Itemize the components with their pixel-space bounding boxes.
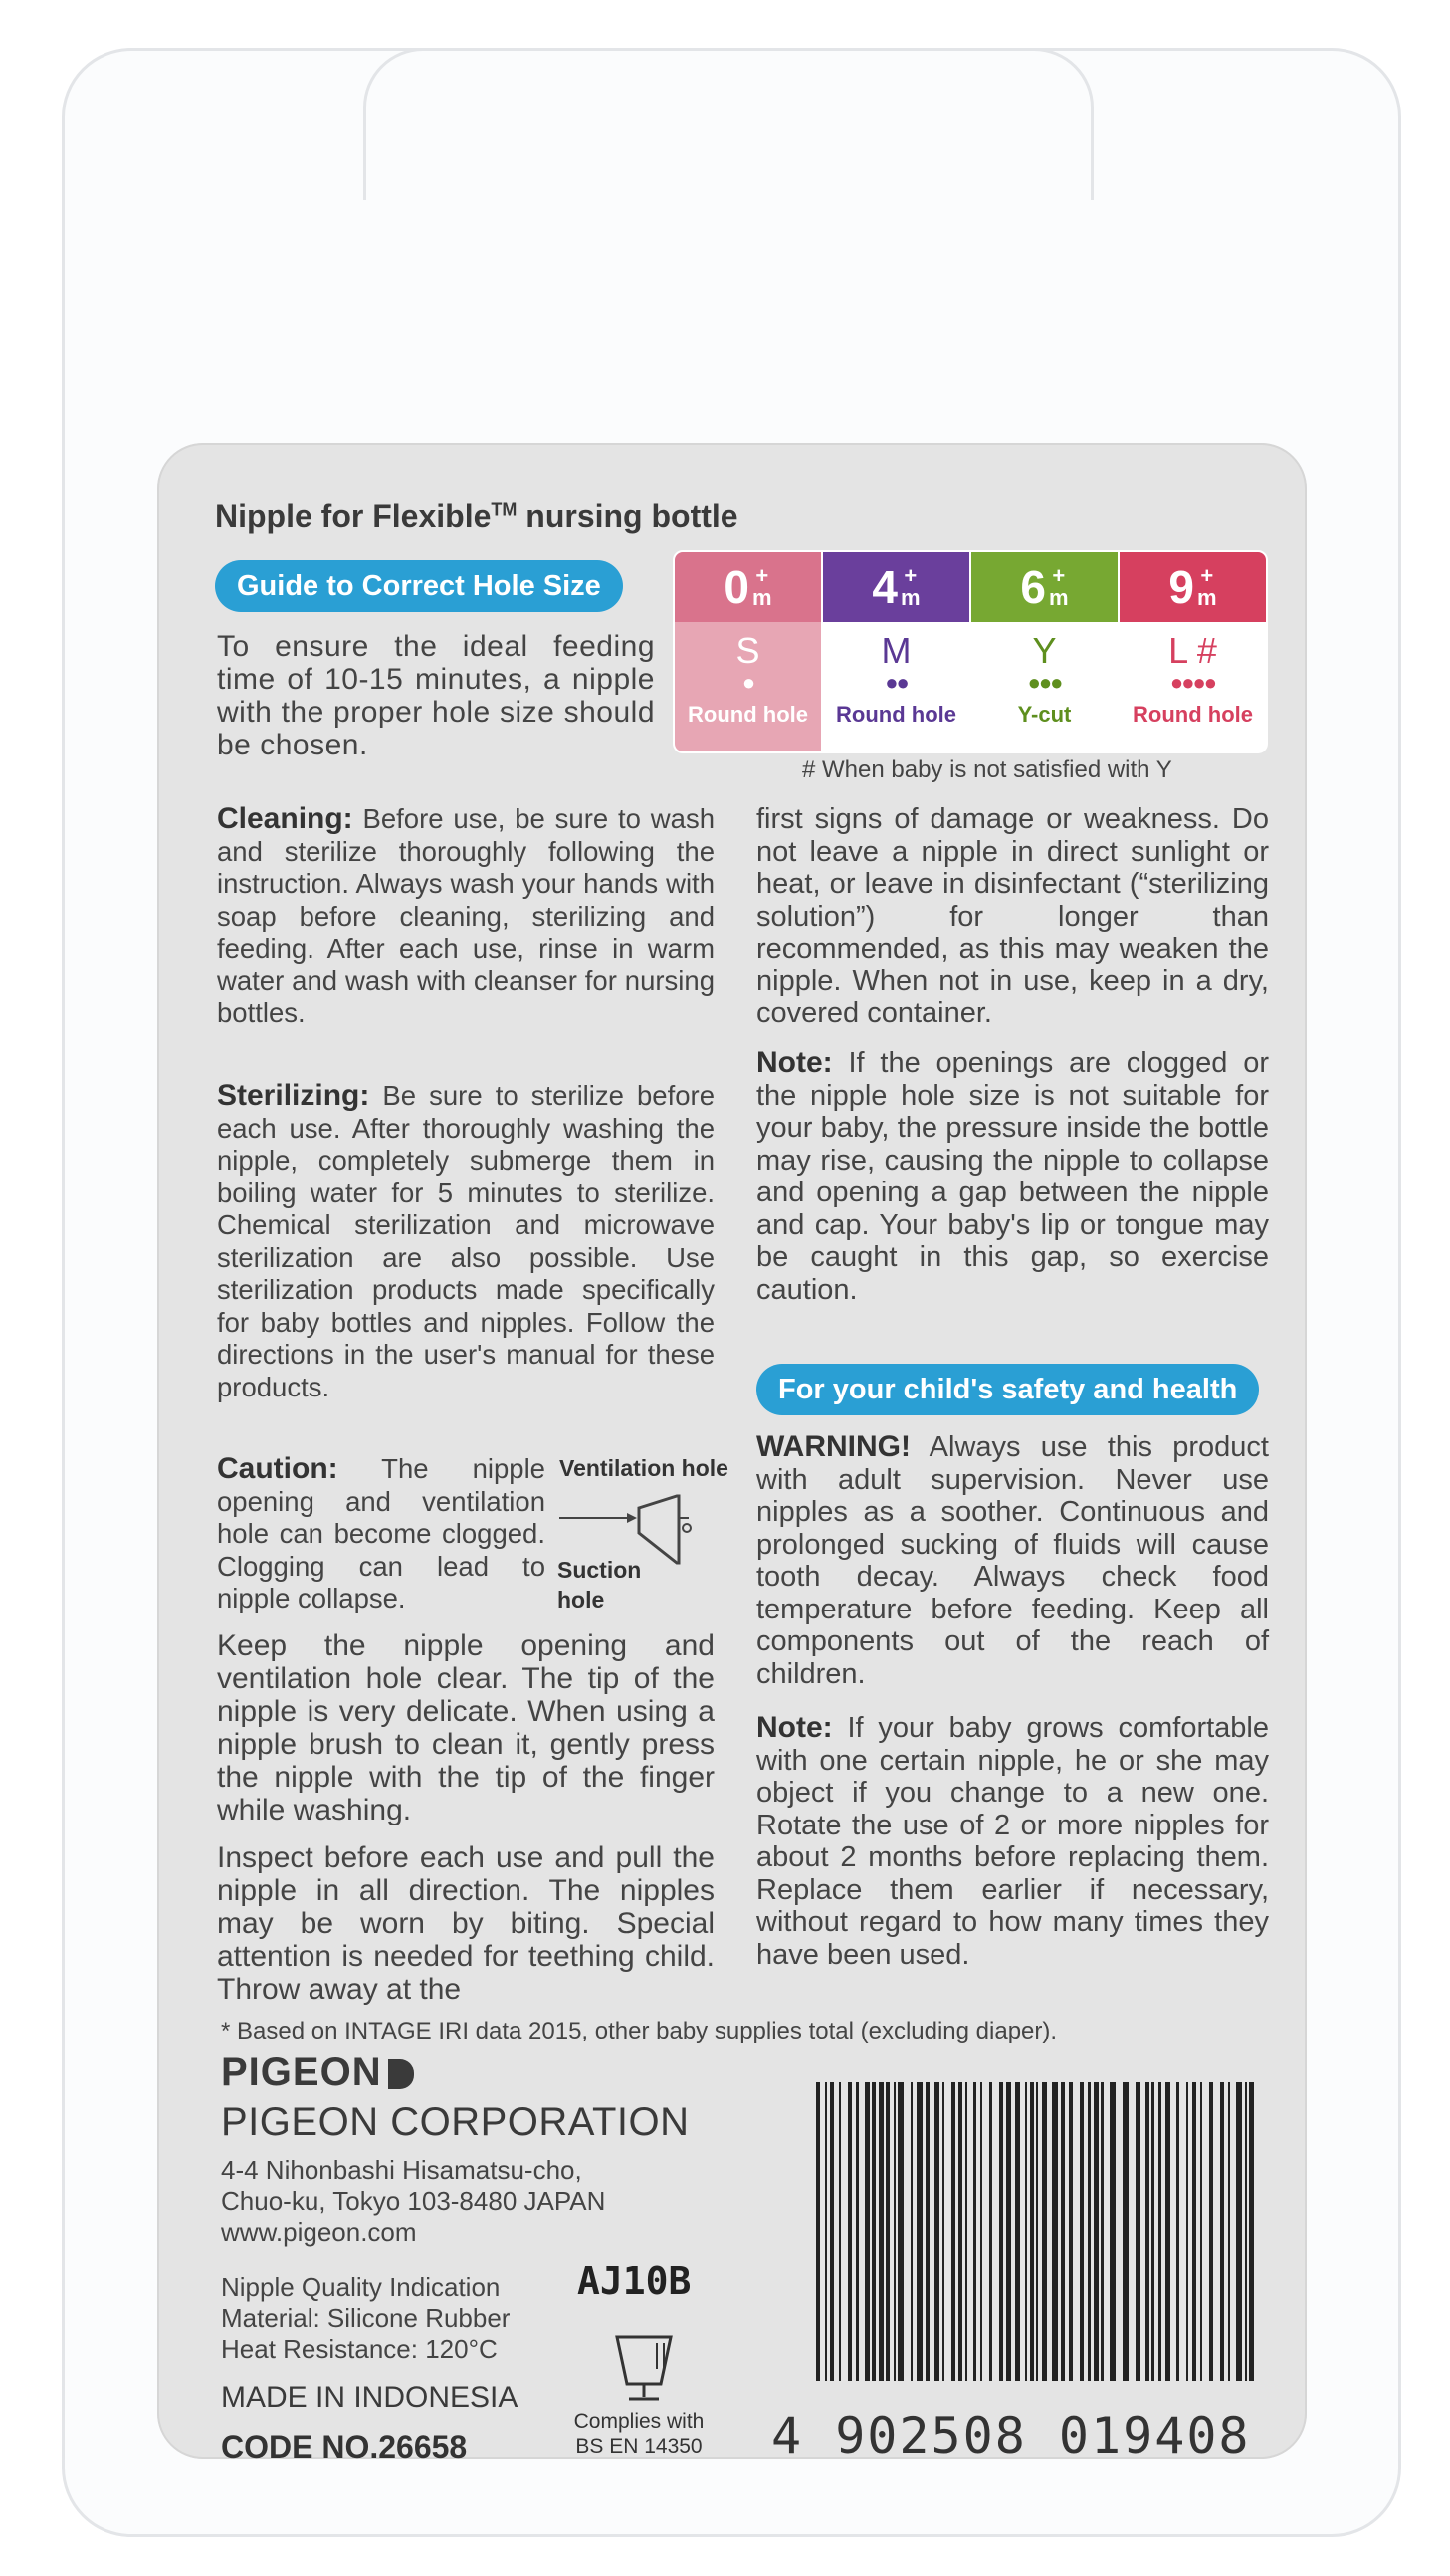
caution-section: Caution: The nipple opening and ventilation hole can become clogged. Clogging can lead to nipple collapse. — [217, 1452, 545, 1613]
barcode-bar — [1042, 2082, 1047, 2381]
food-safe-icon — [609, 2329, 679, 2404]
note-rotate-section: Note: If your baby grows comfortable with one certain nipple, he or she may object if you change to a new one. Rotate the use of 2 or more nipples for about 2 months before replacing them. Replace them earlier if necessary, without regard to how many times they have been used. — [756, 1711, 1269, 1971]
barcode-bar — [942, 2082, 944, 2381]
note-clogging-section: Note: If the openings are clogged or the nipple hole size is not suitable for your baby, the pressure inside the bottle may rise, causing the nipple to collapse and opening a gap between the nipple and cap. Your baby's lip or tongue may be caught in this gap, so exercise caution. — [756, 1046, 1269, 1306]
barcode-bar — [1228, 2082, 1230, 2381]
barcode-bar — [1136, 2082, 1140, 2381]
barcode-bar — [973, 2082, 976, 2381]
barcode-bar — [1006, 2082, 1011, 2381]
barcode-bar — [1158, 2082, 1161, 2381]
guide-cell — [675, 552, 823, 751]
barcode-bar — [1123, 2082, 1129, 2381]
guide-cell — [971, 552, 1120, 751]
drops-icon: ● — [741, 670, 754, 695]
barcode-bar — [1220, 2082, 1224, 2381]
warning-section: WARNING! Always use this product with adult supervision. Never use nipples as a soother. Continuous and prolonged sucking of fluids will cause tooth decay. Always check food temperature before feeding. Keep all components out of the reach of children. — [756, 1430, 1269, 1690]
website: www.pigeon.com — [221, 2217, 417, 2247]
barcode-bar — [848, 2082, 852, 2381]
quality-heat: Heat Resistance: 120°C — [221, 2334, 498, 2364]
drops-icon: ●●●● — [1169, 670, 1216, 695]
barcode-bar — [1176, 2082, 1179, 2381]
barcode-bar — [1030, 2082, 1034, 2381]
suction-label: Suction hole — [557, 1557, 642, 1612]
storage-section: first signs of damage or weakness. Do not leave a nipple in direct sunlight or heat, or leave in disinfectant (“sterilizing solution”) for longer than recommended, as this may weaken the nipple. When not in use, keep in a dry, covered container. — [756, 803, 1269, 1029]
hang-tab — [363, 48, 1094, 200]
barcode-bar — [934, 2082, 939, 2381]
barcode-bar — [1151, 2082, 1154, 2381]
guide-size: M — [881, 630, 912, 671]
barcode-bar — [1110, 2082, 1116, 2381]
address-line-1: 4-4 Nihonbashi Hisamatsu-cho, — [221, 2155, 582, 2185]
barcode-bar — [1245, 2082, 1247, 2381]
barcode-bar — [911, 2082, 913, 2381]
barcode-bar — [1200, 2082, 1202, 2381]
footnote: * Based on INTAGE IRI data 2015, other baby supplies total (excluding diaper). — [221, 2018, 1058, 2044]
corporation-name: PIGEON CORPORATION — [221, 2100, 690, 2144]
barcode-bar — [1088, 2082, 1091, 2381]
ventilation-label: Ventilation hole — [559, 1455, 728, 1481]
guide-size: S — [735, 630, 760, 671]
guide-size: L # — [1168, 630, 1217, 671]
barcode-bar — [839, 2082, 841, 2381]
barcode-bar — [856, 2082, 859, 2381]
barcode-bar — [830, 2082, 834, 2381]
barcode-bar — [1145, 2082, 1149, 2381]
barcode-bar — [898, 2082, 904, 2381]
code-number: CODE NO.26658 — [221, 2429, 468, 2465]
barcode-number: 4 902508 019408 — [771, 2407, 1251, 2465]
barcode-bar — [894, 2082, 896, 2381]
compliance-line-2: BS EN 14350 — [575, 2435, 703, 2458]
guide-cell — [1120, 552, 1266, 751]
brand-logo: PIGEON — [221, 2050, 414, 2095]
compliance — [569, 2409, 709, 2459]
made-in: MADE IN INDONESIA — [221, 2381, 518, 2414]
barcode-bar — [1186, 2082, 1188, 2381]
guide-intro: To ensure the ideal feeding time of 10-15 minutes, a nipple with the proper hole size should be chosen. — [217, 630, 655, 761]
barcode-bar — [1080, 2082, 1084, 2381]
barcode-bar — [980, 2082, 982, 2381]
sterilizing-section: Sterilizing: Be sure to sterilize before each use. After thoroughly washing the nipple, completely submerge them in boiling water for 5 minutes to sterilize. Chemical sterilization and microwave sterilization are also possible. Use sterilization products made specifically for baby bottles and nipples. Follow the directions in the user's manual for these products. — [217, 1079, 715, 1402]
barcode-bar — [1061, 2082, 1065, 2381]
cleaning-section: Cleaning: Before use, be sure to wash and sterilize thoroughly following the instruction. Always wash your hands with soap before cleaning, sterilizing and feeding. After each use, rinse in warm water and wash with cleanser for nursing bottles. — [217, 802, 716, 1028]
guide-pill: Guide to Correct Hole Size — [215, 560, 623, 612]
barcode-bar — [1249, 2082, 1254, 2381]
barcode-bar — [958, 2082, 962, 2381]
barcode-bar — [926, 2082, 930, 2381]
barcode-bar — [1094, 2082, 1099, 2381]
barcode-bar — [965, 2082, 967, 2381]
drops-icon: ●● — [885, 670, 908, 695]
barcode-bar — [886, 2082, 890, 2381]
barcode — [816, 2082, 1264, 2401]
drops-icon: ●●● — [1027, 670, 1062, 695]
barcode-bar — [1036, 2082, 1038, 2381]
safety-pill: For your child's safety and health — [756, 1364, 1259, 1415]
barcode-bar — [1069, 2082, 1073, 2381]
guide-hole-type: Round hole — [1133, 702, 1253, 727]
guide-age: 0 + m — [675, 552, 821, 622]
barcode-bar — [1015, 2082, 1020, 2381]
barcode-bar — [865, 2082, 870, 2381]
guide-age: 6 + m — [971, 552, 1118, 622]
barcode-bar — [1052, 2082, 1058, 2381]
barcode-bar — [1165, 2082, 1170, 2381]
product-title: Nipple for Flexible™ nursing bottle — [215, 498, 738, 534]
hole-size-guide — [673, 550, 1268, 753]
barcode-bar — [1025, 2082, 1027, 2381]
barcode-bar — [999, 2082, 1003, 2381]
barcode-bar — [917, 2082, 923, 2381]
barcode-bar — [825, 2082, 827, 2381]
barcode-bar — [1192, 2082, 1196, 2381]
nipple-diagram-icon — [557, 1488, 717, 1568]
quality-title: Nipple Quality Indication — [221, 2272, 501, 2302]
barcode-bar — [879, 2082, 884, 2381]
barcode-bar — [1209, 2082, 1213, 2381]
pigeon-logo-icon — [388, 2059, 414, 2089]
barcode-bar — [951, 2082, 955, 2381]
quality-material: Material: Silicone Rubber — [221, 2303, 511, 2333]
barcode-bar — [872, 2082, 876, 2381]
quality-indication — [221, 2272, 510, 2365]
address-line-2: Chuo-ku, Tokyo 103-8480 JAPAN — [221, 2186, 606, 2216]
guide-hole-type: Round hole — [836, 702, 956, 727]
guide-age: 9 + m — [1120, 552, 1266, 622]
guide-size: Y — [1032, 630, 1057, 671]
barcode-bar — [1236, 2082, 1242, 2381]
barcode-bar — [1101, 2082, 1104, 2381]
inspect-section: Inspect before each use and pull the nipple in all direction. The nipples may be worn by biting. Special attention is needed for teething child. Throw away at the — [217, 1841, 715, 2006]
guide-age: 4 + m — [823, 552, 969, 622]
guide-cell — [823, 552, 971, 751]
lot-code: AJ10B — [577, 2259, 692, 2303]
compliance-line-1: Complies with — [573, 2410, 705, 2433]
guide-hole-type: Y-cut — [1017, 702, 1072, 727]
barcode-bar — [816, 2082, 820, 2381]
guide-hole-type: Round hole — [688, 702, 808, 727]
address — [221, 2155, 605, 2248]
keep-clear-section: Keep the nipple opening and ventilation hole clear. The tip of the nipple is very delicate. When using a nipple brush to clean it, gently press the nipple with the tip of the finger while washing. — [217, 1629, 715, 1826]
guide-note: # When baby is not satisfied with Y — [802, 756, 1172, 783]
barcode-bar — [989, 2082, 992, 2381]
